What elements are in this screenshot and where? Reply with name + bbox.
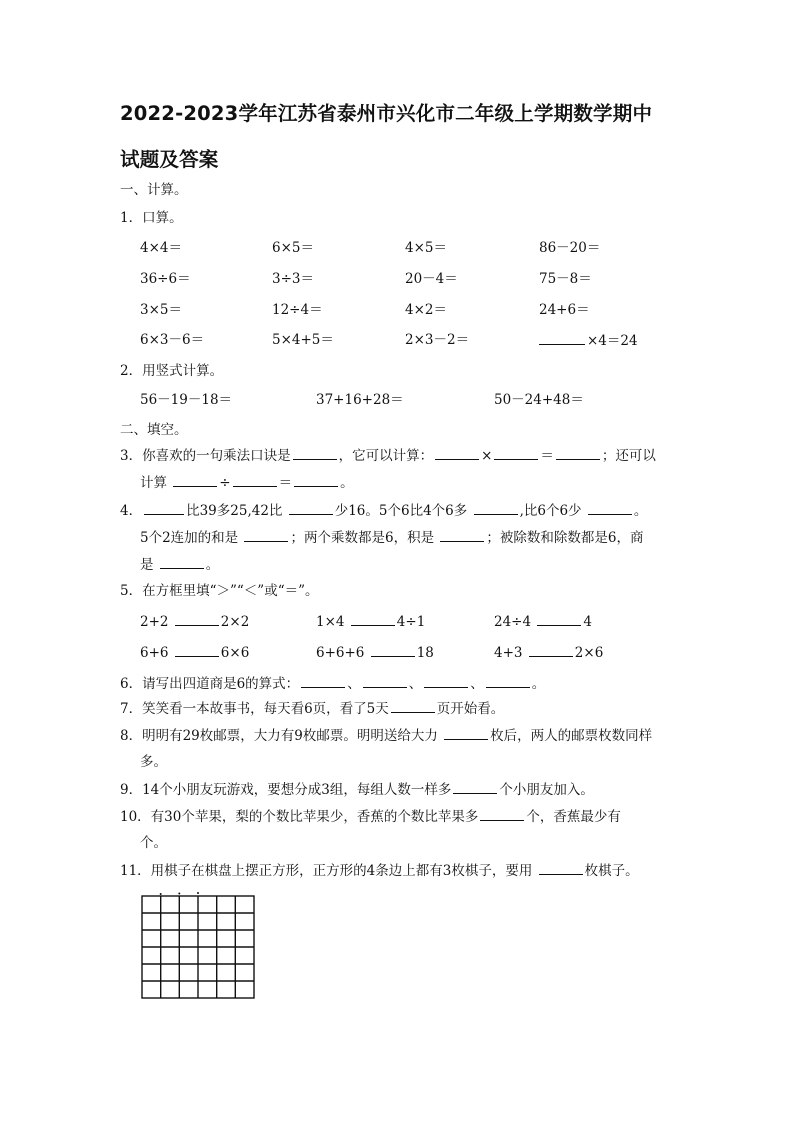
answer-blank[interactable]	[244, 529, 288, 542]
q6-line: 6．请写出四道商是6的算式： 、 、 、 。	[120, 676, 546, 692]
q1-item: 3×5＝	[140, 302, 182, 318]
q1-item: 6×3－6＝	[140, 332, 205, 348]
q1-item: 5×4+5＝	[272, 332, 334, 348]
answer-blank[interactable]	[588, 502, 632, 515]
chessboard-grid-figure	[140, 890, 260, 1002]
q5-compare: 6+6+6 18	[316, 645, 434, 661]
answer-blank[interactable]	[160, 556, 204, 569]
answer-blank[interactable]	[363, 675, 407, 688]
answer-blank[interactable]	[474, 502, 518, 515]
q5-compare: 24÷4 4	[494, 614, 592, 630]
compare-box[interactable]	[537, 613, 581, 626]
answer-blank[interactable]	[233, 474, 277, 487]
answer-blank[interactable]	[556, 447, 600, 460]
answer-blank[interactable]	[453, 781, 497, 794]
q9-line: 9．14个小朋友玩游戏，要想分成3组，每组人数一样多 个小朋友加入。	[120, 782, 594, 798]
q1-item: 12÷4＝	[272, 302, 323, 318]
section-2-heading: 二、填空。	[120, 422, 188, 438]
q7-line: 7．笑笑看一本故事书，每天看6页，看了5天 页开始看。	[120, 701, 505, 717]
answer-blank[interactable]	[440, 529, 484, 542]
q1-item: 2×3－2＝	[405, 332, 470, 348]
q1-item: 4×2＝	[405, 302, 447, 318]
compare-box[interactable]	[529, 644, 573, 657]
q1-item: 4×4＝	[140, 240, 182, 256]
q5-heading: 5．在方框里填“＞”“＜”或“＝”。	[120, 583, 319, 599]
q1-heading: 1．口算。	[120, 210, 183, 226]
answer-blank[interactable]	[539, 332, 585, 345]
q2-heading: 2．用竖式计算。	[120, 363, 224, 379]
q5-compare: 2+2 2×2	[140, 614, 250, 630]
q5-compare: 1×4 4÷1	[316, 614, 426, 630]
answer-blank[interactable]	[494, 447, 538, 460]
q1-item: 4×5＝	[405, 240, 447, 256]
q8-line2: 多。	[140, 754, 167, 770]
q1-item: 86－20＝	[539, 240, 601, 256]
doc-title-line2: 试题及答案	[120, 148, 219, 171]
answer-blank[interactable]	[293, 447, 337, 460]
q1-item-with-blank: ×4＝24	[539, 332, 638, 349]
answer-blank[interactable]	[144, 502, 184, 515]
q10-line2: 个。	[140, 835, 167, 851]
q1-item: 3÷3＝	[272, 271, 314, 287]
q3-line1: 3．你喜欢的一句乘法口诀是 ，它可以计算： × ＝ ；还可以	[120, 448, 656, 464]
q4-line2: 5个2连加的和是 ；两个乘数都是6，积是 ；被除数和除数都是6，商	[140, 530, 644, 546]
q4-line1: 4． 比39多25,42比 少16。5个6比4个6多 ,比6个6少 。	[120, 503, 648, 519]
q5-compare: 4+3 2×6	[494, 645, 604, 661]
answer-blank[interactable]	[391, 700, 435, 713]
q3-line2: 计算 ÷ ＝ 。	[140, 475, 354, 491]
answer-blank[interactable]	[480, 808, 524, 821]
q10-line1: 10．有30个苹果，梨的个数比苹果少，香蕉的个数比苹果多 个，香蕉最少有	[120, 809, 621, 825]
q4-line3: 是 。	[140, 557, 220, 573]
q1-item: 36÷6＝	[140, 271, 191, 287]
q1-item: 6×5＝	[272, 240, 314, 256]
q1-item: 75－8＝	[539, 271, 592, 287]
section-1-heading: 一、计算。	[120, 182, 188, 198]
answer-blank[interactable]	[435, 447, 479, 460]
answer-blank[interactable]	[289, 502, 333, 515]
answer-blank[interactable]	[424, 675, 468, 688]
q1-item: 20－4＝	[405, 271, 458, 287]
compare-box[interactable]	[371, 644, 415, 657]
answer-blank[interactable]	[294, 474, 338, 487]
compare-box[interactable]	[175, 613, 219, 626]
q11-line: 11．用棋子在棋盘上摆正方形，正方形的4条边上都有3枚棋子，要用 枚棋子。	[120, 863, 639, 879]
answer-blank[interactable]	[301, 675, 345, 688]
q2-item: 56－19－18＝	[140, 392, 233, 408]
q1-item: 24+6＝	[539, 302, 590, 318]
answer-blank[interactable]	[444, 727, 488, 740]
q8-line1: 8．明明有29枚邮票，大力有9枚邮票。明明送给大力 枚后，两人的邮票枚数同样	[120, 728, 653, 744]
q5-compare: 6+6 6×6	[140, 645, 250, 661]
doc-title-line1: 2022-2023学年江苏省泰州市兴化市二年级上学期数学期中	[120, 102, 653, 125]
answer-blank[interactable]	[539, 862, 583, 875]
compare-box[interactable]	[175, 644, 219, 657]
compare-box[interactable]	[351, 613, 395, 626]
answer-blank[interactable]	[486, 675, 530, 688]
q2-item: 50－24+48＝	[494, 392, 584, 408]
answer-blank[interactable]	[173, 474, 217, 487]
q2-item: 37+16+28＝	[316, 392, 404, 408]
